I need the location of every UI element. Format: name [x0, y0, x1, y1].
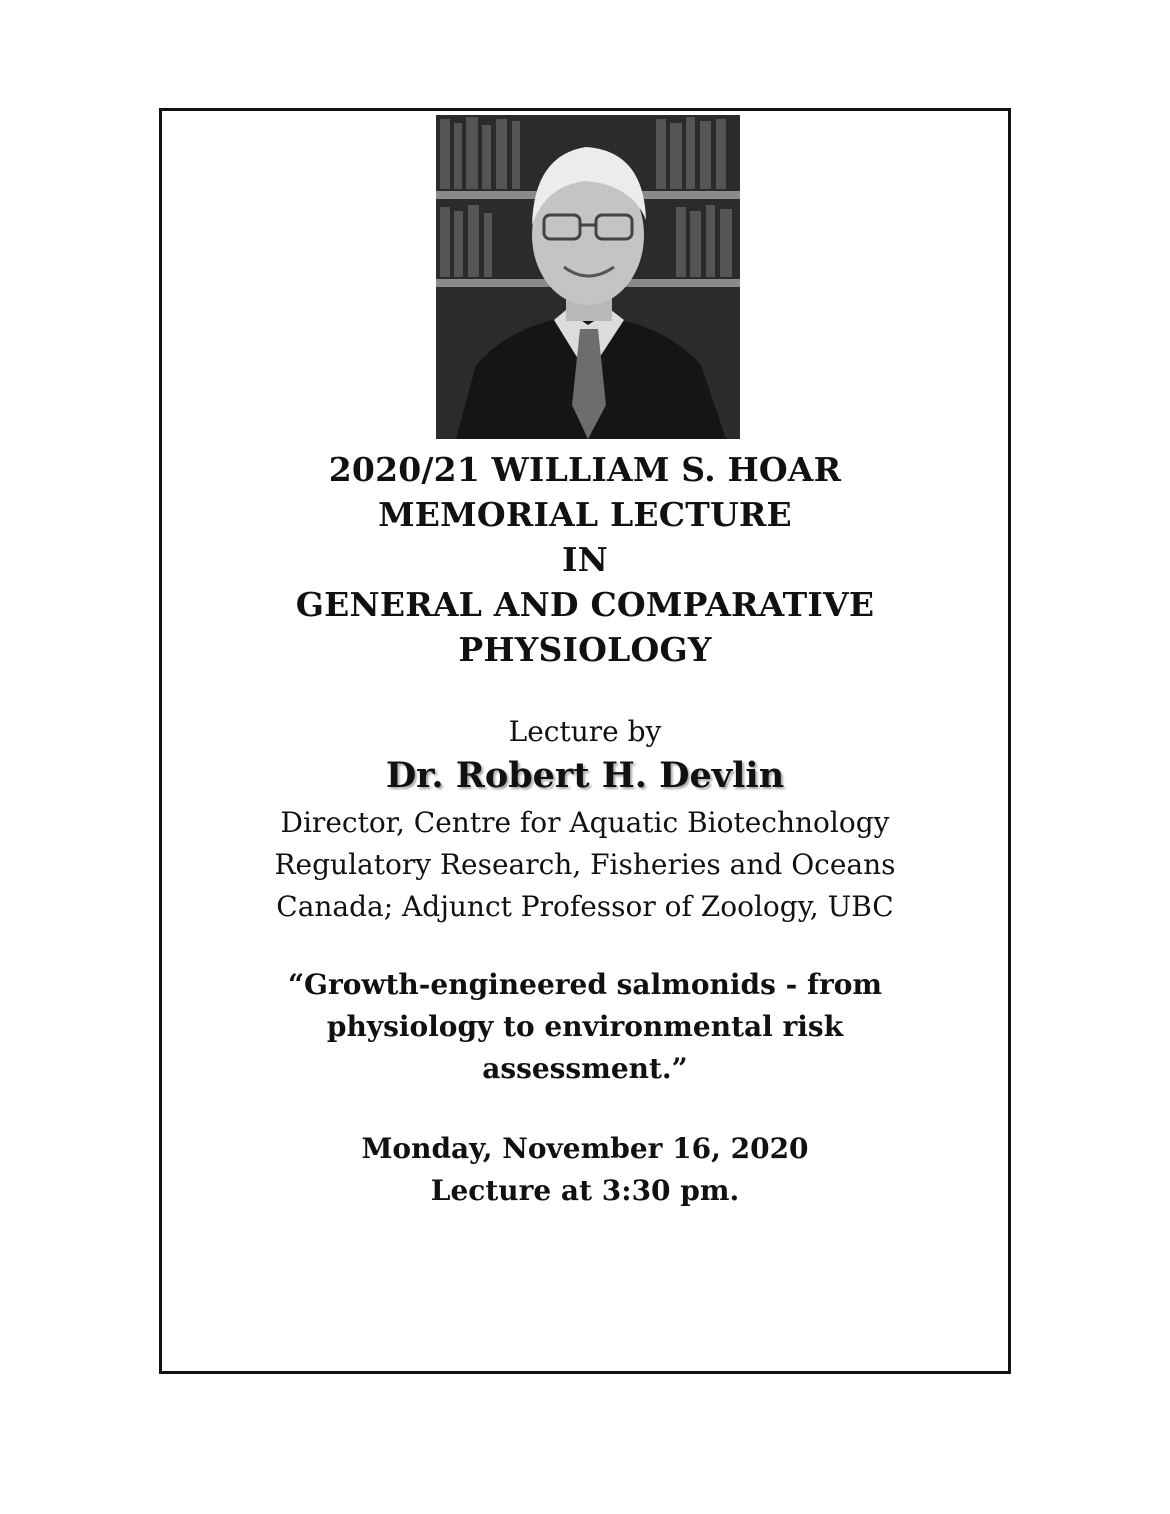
title-line: IN	[561, 540, 608, 579]
affiliation-line: Canada; Adjunct Professor of Zoology, UBC	[276, 890, 894, 923]
poster-content	[162, 447, 1008, 1212]
portrait-photo-icon	[436, 115, 740, 439]
event-time: Lecture at 3:30 pm.	[430, 1174, 740, 1207]
title-line: GENERAL AND COMPARATIVE	[295, 585, 875, 624]
speaker-affiliation	[162, 802, 1008, 928]
lecture-by-label: Lecture by	[508, 715, 662, 748]
talk-title	[162, 964, 1008, 1090]
title-line: 2020/21 WILLIAM S. HOAR	[328, 450, 842, 489]
talk-title-line: “Growth-engineered salmonids - from	[287, 968, 883, 1001]
portrait-photo	[436, 115, 740, 439]
lecture-title	[162, 447, 1008, 672]
affiliation-line: Regulatory Research, Fisheries and Oceans	[274, 848, 896, 881]
affiliation-line: Director, Centre for Aquatic Biotechnology	[280, 806, 890, 839]
event-date: Monday, November 16, 2020	[361, 1132, 809, 1165]
event-schedule	[162, 1128, 1008, 1212]
title-line: MEMORIAL LECTURE	[378, 495, 792, 534]
title-line: PHYSIOLOGY	[458, 630, 712, 669]
talk-title-line: physiology to environmental risk	[326, 1010, 844, 1043]
speaker-name: Dr. Robert H. Devlin	[385, 755, 785, 796]
poster-frame	[159, 108, 1011, 1374]
talk-title-line: assessment.”	[482, 1052, 688, 1085]
